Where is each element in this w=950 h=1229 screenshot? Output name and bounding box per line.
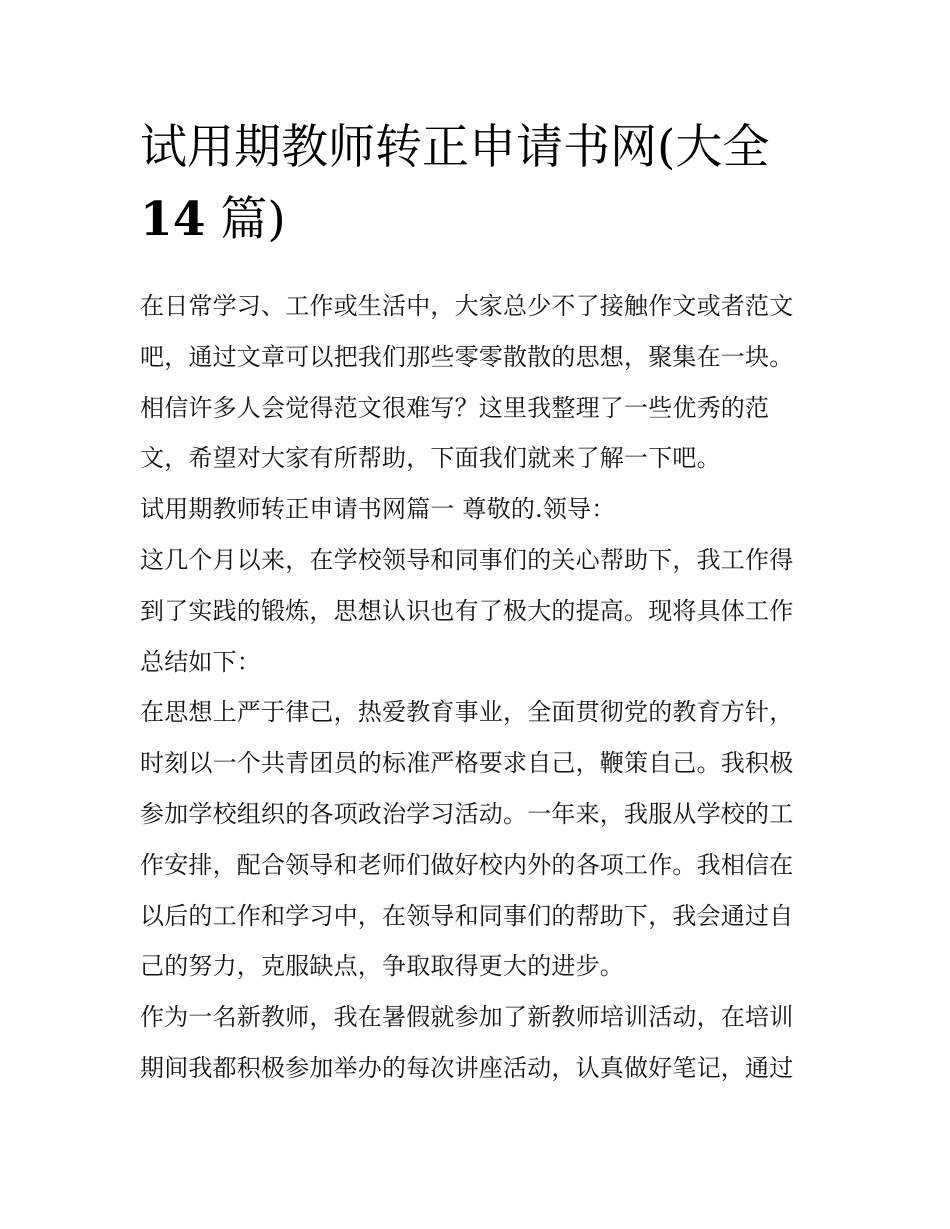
paragraph-line: 文，希望对大家有所帮助，下面我们就来了解一下吧。: [140, 444, 721, 473]
paragraph-line: 己的努力，克服缺点，争取取得更大的进步。: [140, 952, 624, 981]
paragraph-line: 作安排，配合领导和老师们做好校内外的各项工作。我相信在: [140, 850, 794, 879]
paragraph-line: 时刻以一个共青团员的标准严格要求自己，鞭策自己。我积极: [140, 749, 794, 778]
paragraph-new-teacher: [140, 992, 812, 1094]
paragraph-ideology: [140, 687, 812, 992]
paragraph-line: 期间我都积极参加举办的每次讲座活动，认真做好笔记，通过: [140, 1053, 794, 1082]
paragraph-line: 在日常学习、工作或生活中，大家总少不了接触作文或者范文: [140, 292, 794, 320]
document-body: [140, 281, 812, 1094]
paragraph-line: 参加学校组织的各项政治学习活动。一年来，我服从学校的工: [140, 799, 794, 828]
paragraph-section-heading: [140, 484, 812, 535]
paragraph-line: 相信许多人会觉得范文很难写？这里我整理了一些优秀的范: [140, 393, 770, 422]
paragraph-line: 吧，通过文章可以把我们那些零零散散的思想，聚集在一块。: [140, 342, 794, 371]
document-content: [140, 112, 812, 1094]
title-count: 14: [140, 192, 206, 247]
paragraph-line: 试用期教师转正申请书网篇一 尊敬的.领导：: [140, 495, 616, 524]
paragraph-intro: [140, 281, 812, 484]
title-line-1: 试用期教师转正申请书网(大全: [140, 120, 770, 175]
title-suffix: 篇): [205, 192, 286, 247]
paragraph-line: 作为一名新教师，我在暑假就参加了新教师培训活动，在培训: [140, 1003, 794, 1032]
paragraph-line: 到了实践的锻炼，思想认识也有了极大的提高。现将具体工作: [140, 596, 794, 625]
paragraph-line: 总结如下：: [140, 647, 261, 676]
paragraph-summary-intro: [140, 535, 812, 687]
document-title: [140, 112, 812, 256]
paragraph-line: 以后的工作和学习中，在领导和同事们的帮助下，我会通过自: [140, 901, 794, 930]
paragraph-line: 这几个月以来，在学校领导和同事们的关心帮助下，我工作得: [140, 545, 794, 574]
paragraph-line: 在思想上严于律己，热爱教育事业，全面贯彻党的教育方针，: [140, 698, 794, 727]
title-line-2: [140, 184, 812, 256]
